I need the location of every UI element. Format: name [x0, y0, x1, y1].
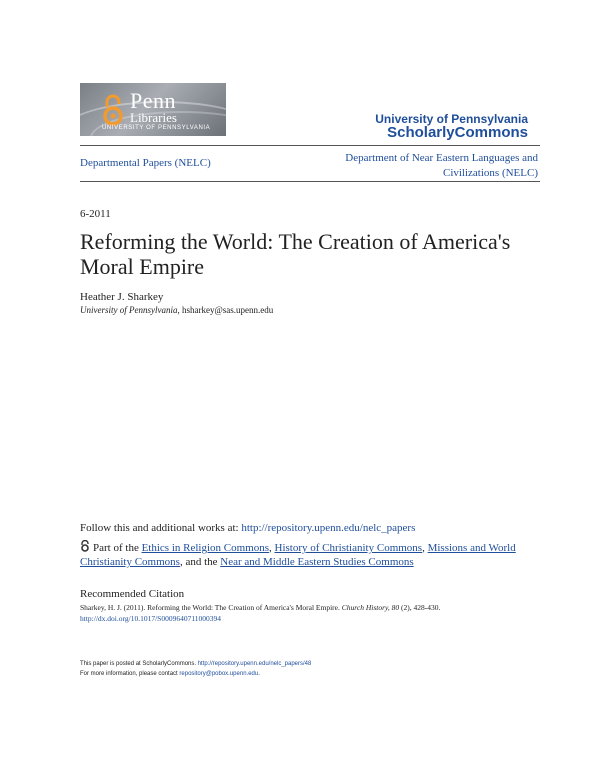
open-access-icon: [102, 93, 124, 127]
logo-penn-text: Penn: [130, 88, 176, 113]
author-affiliation: [80, 305, 273, 315]
header-divider: [80, 145, 540, 146]
posted-text: This paper is posted at ScholarlyCommons.: [80, 661, 198, 667]
citation-main: Sharkey, H. J. (2011). Reforming the World: The Creation of America's Moral Empire.: [80, 603, 342, 612]
collection-link-right[interactable]: Department of Near Eastern Languages and Civilizations (NELC): [345, 152, 538, 179]
part-of-prefix: Part of the: [93, 542, 142, 554]
university-name[interactable]: University of Pennsylvania: [375, 112, 528, 126]
collection-divider: [80, 181, 540, 182]
citation-text: [80, 603, 540, 612]
author-email: , hsharkey@sas.upenn.edu: [177, 305, 274, 315]
separator: , and the: [179, 556, 221, 568]
citation-journal: Church History, 80: [341, 603, 400, 612]
commons-link-history-christianity[interactable]: History of Christianity Commons: [274, 542, 423, 554]
contact-email-link[interactable]: repository@pobox.upenn.edu: [179, 671, 259, 677]
logo-libraries-text: Libraries: [130, 110, 177, 125]
follow-line: [80, 522, 415, 534]
contact-text: For more information, please contact: [80, 671, 180, 677]
affiliation-name: University of Pennsylvania: [80, 305, 178, 315]
follow-url-link[interactable]: http://repository.upenn.edu/nelc_papers: [241, 522, 416, 534]
citation-rest: (2), 428-430.: [399, 603, 441, 612]
posted-line: [80, 661, 311, 667]
logo-university-text: UNIVERSITY OF PENNSYLVANIA: [102, 125, 211, 131]
collection-link-left[interactable]: Departmental Papers (NELC): [80, 157, 211, 169]
citation-doi-link[interactable]: http://dx.doi.org/10.1017/S0009640711000394: [80, 614, 222, 623]
contact-line: [80, 671, 260, 677]
part-of-commons: [80, 540, 540, 569]
open-access-icon: [80, 540, 90, 552]
penn-libraries-logo[interactable]: [80, 83, 226, 136]
posted-url-link[interactable]: http://repository.upenn.edu/nelc_papers/48: [197, 661, 312, 667]
article-title: Reforming the World: The Creation of America's Moral Empire: [80, 229, 511, 279]
citation-heading: Recommended Citation: [80, 588, 185, 600]
author-name: Heather J. Sharkey: [80, 291, 164, 303]
commons-link-missions[interactable]: Missions and World Christianity Commons: [80, 542, 516, 568]
commons-link-near-middle-eastern[interactable]: Near and Middle Eastern Studies Commons: [220, 556, 414, 568]
commons-link-ethics[interactable]: Ethics in Religion Commons: [141, 542, 269, 554]
publication-date: 6-2011: [80, 208, 111, 220]
contact-end: .: [258, 671, 260, 677]
separator: ,: [269, 542, 275, 554]
separator: ,: [422, 542, 428, 554]
repository-name[interactable]: ScholarlyCommons: [387, 124, 528, 141]
follow-text: Follow this and additional works at:: [80, 522, 242, 534]
